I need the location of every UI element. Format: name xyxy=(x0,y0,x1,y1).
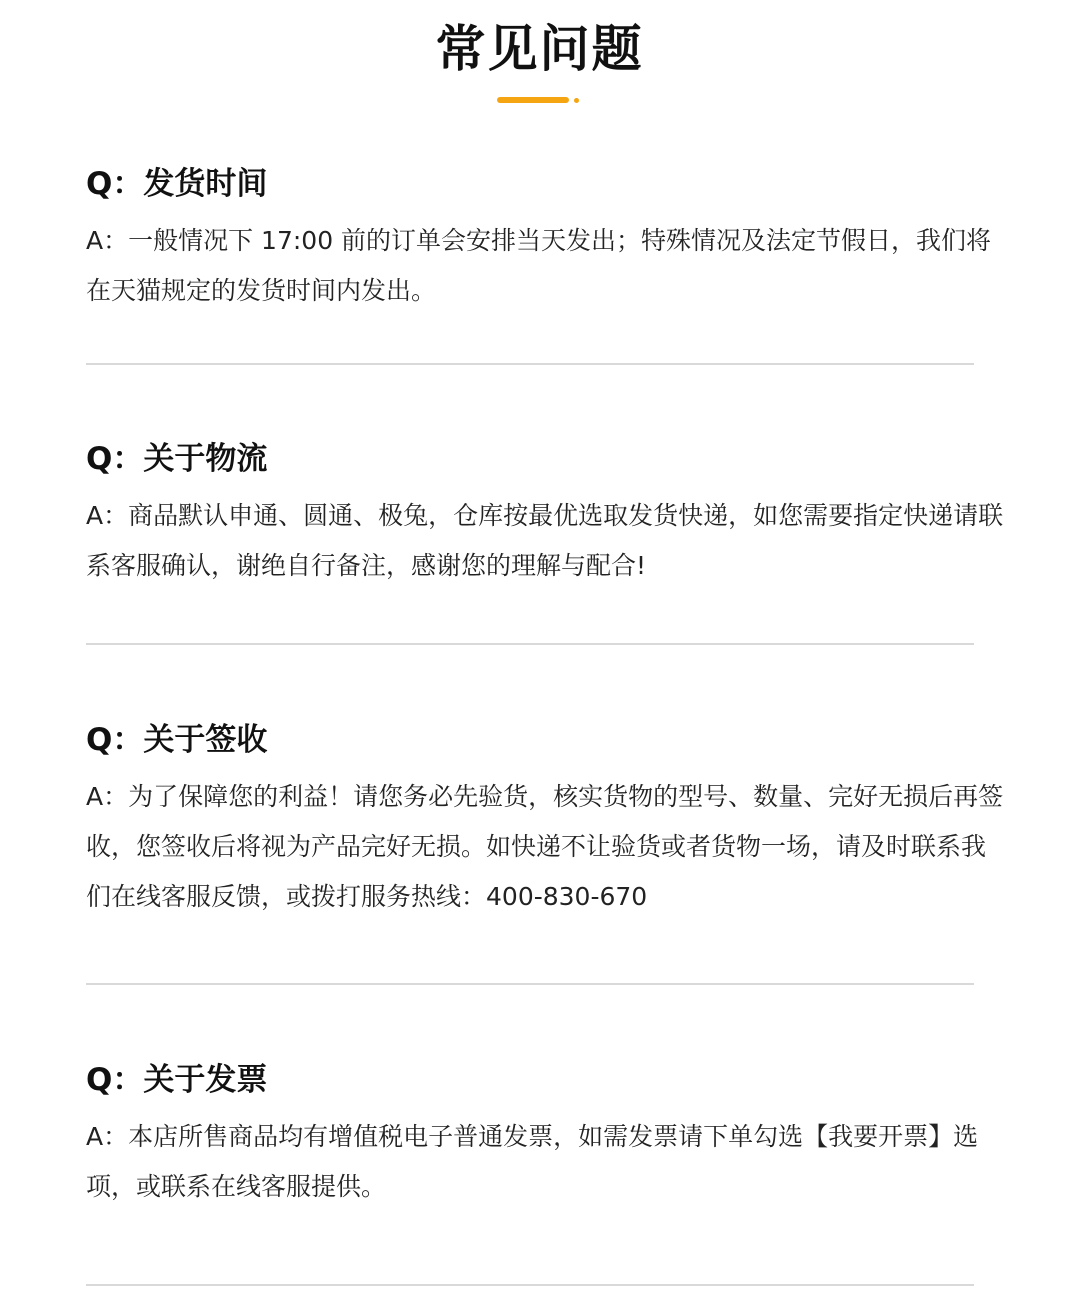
faq-answer: A：商品默认申通、圆通、极兔，仓库按最优选取发货快递，如您需要指定快递请联系客服确认，谢绝自行备注，感谢您的理解与配合! xyxy=(86,501,1004,580)
faq-item-shipping-time xyxy=(86,162,1006,316)
faq-item-logistics xyxy=(86,437,1006,591)
faq-item-invoice xyxy=(86,1058,1006,1212)
title-underline xyxy=(497,97,569,103)
section-divider xyxy=(86,363,974,365)
section-divider xyxy=(86,643,974,645)
faq-question: Q：关于发票 xyxy=(86,1062,268,1098)
faq-item-signing xyxy=(86,718,1006,922)
faq-question: Q：发货时间 xyxy=(86,166,268,202)
faq-answer: A：一般情况下 17:00 前的订单会安排当天发出；特殊情况及法定节假日，我们将在天猫规定的发货时间内发出。 xyxy=(86,226,992,305)
faq-question: Q：关于物流 xyxy=(86,441,268,477)
faq-answer: A：本店所售商品均有增值税电子普通发票，如需发票请下单勾选【我要开票】选项，或联系在线客服提供。 xyxy=(86,1122,979,1201)
faq-question: Q：关于签收 xyxy=(86,722,268,758)
section-divider xyxy=(86,1284,974,1286)
page-title: 常见问题 xyxy=(435,20,644,78)
title-underline-dot xyxy=(574,98,579,103)
section-divider xyxy=(86,983,974,985)
faq-answer: A：为了保障您的利益！请您务必先验货，核实货物的型号、数量、完好无损后再签收，您签收后将视为产品完好无损。如快递不让验货或者货物一场，请及时联系我们在线客服反馈，或拨打服务热线：400-830-670 xyxy=(86,782,1004,911)
